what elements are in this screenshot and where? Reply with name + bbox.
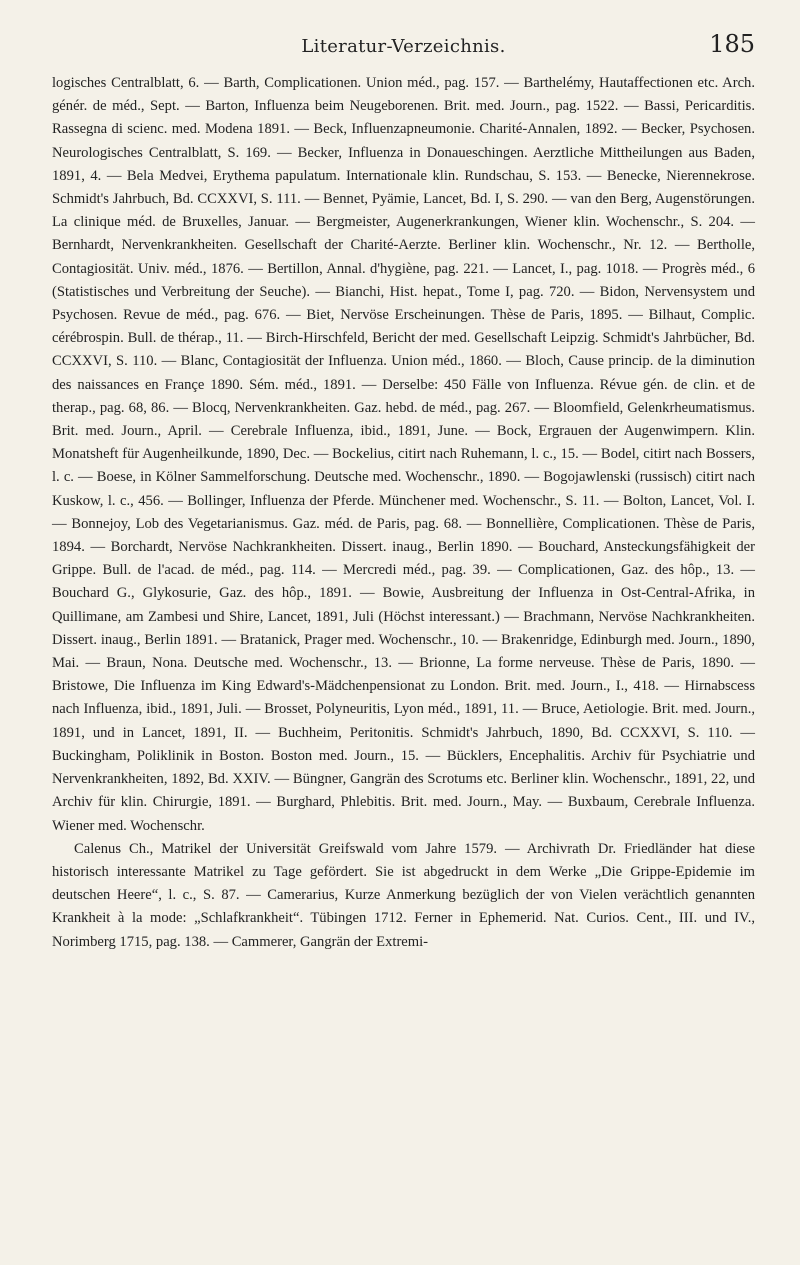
page-number: 185 — [709, 30, 755, 58]
bibliography-paragraph-b: logisches Centralblatt, 6. — Barth, Complicationen. Union méd., pag. 157. — Barthelémy, Hautaffectionen etc. Arch. génér. de méd., Sept. — Barton, Influenza beim Neugeborenen. Brit. med. Journ., pag. 1522. — Bassi, Pericarditis. Rassegna di scienc. med. Modena 1891. — Beck, Influenzapneumonie. Charité-Annalen, 1892. — Becker, Psychosen. Neurologisches Centralblatt, S. 169. — Becker, Influenza in Donaueschingen. Aerztliche Mittheilungen aus Baden, 1891, 4. — Bela Medvei, Erythema papulatum. Internationale klin. Rundschau, S. 153. — Benecke, Nierennekrose. Schmidt's Jahrbuch, Bd. CCXXVI, S. 111. — Bennet, Pyämie, Lancet, Bd. I, S. 290. — van den Berg, Augenstörungen. La clinique méd. de Bruxelles, Januar. — Bergmeister, Augenerkrankungen, Wiener klin. Wochenschr., S. 204. — Bernhardt, Nervenkrankheiten. Gesellschaft der Charité-Aerzte. Berliner klin. Wochenschr., Nr. 12. — Bertholle, Contagiosität. Univ. méd., 1876. — Bertillon, Annal. d'hygiène, pag. 221. — Lancet, I., pag. 1018. — Progrès méd., 6 (Statistisches und Verbreitung der Seuche). — Bianchi, Hist. hepat., Tome I, pag. 720. — Bidon, Nervensystem und Psychosen. Revue de méd., pag. 676. — Biet, Nervöse Erscheinungen. Thèse de Paris, 1895. — Bilhaut, Complic. cérébrospin. Bull. de thérap., 11. — Birch-Hirschfeld, Bericht der med. Gesellschaft Leipzig. Schmidt's Jahrbücher, Bd. CCXXVI, S. 110. — Blanc, Contagiosität der Influenza. Union méd., 1860. — Bloch, Cause princip. de la diminution des naissances en Françe 1890. Sém. méd., 1891. — Derselbe: 450 Fälle von Influenza. Révue gén. de clin. et de therap., pag. 68, 86. — Blocq, Nervenkrankheiten. Gaz. hebd. de méd., pag. 267. — Bloomfield, Gelenkrheumatismus. Brit. med. Journ., April. — Cerebrale Influenza, ibid., 1891, June. — Bock, Ergrauen der Augenwimpern. Klin. Monatsheft für Augenheilkunde, 1890, Dec. — Bockelius, citirt nach Ruhemann, l. c., 15. — Bodel, citirt nach Bossers, l. c. — Boese, in Kölner Sammelforschung. Deutsche med. Wochenschr., 1890. — Bogojawlenski (russisch) citirt nach Kuskow, l. c., 456. — Bollinger, Influenza der Pferde. Münchener med. Wochenschr., S. 11. — Bolton, Lancet, Vol. I. — Bonnejoy, Lob des Vegetarianismus. Gaz. méd. de Paris, pag. 68. — Bonnellière, Complicationen. Thèse de Paris, 1894. — Borchardt, Nervöse Nachkrankheiten. Dissert. inaug., Berlin 1890. — Bouchard, Ansteckungsfähigkeit der Grippe. Bull. de l'acad. de méd., pag. 114. — Mercredi méd., pag. 39. — Complicationen, Gaz. des hôp., 13. — Bouchard G., Glykosurie, Gaz. des hôp., 1891. — Bowie, Ausbreitung der Influenza in Ost-Central-Afrika, in Quillimane, am Zambesi und Shire, Lancet, 1891, Juli (Höchst interessant.) — Brachmann, Nervöse Nachkrankheiten. Dissert. inaug., Berlin 1891. — Bratanick, Prager med. Wochenschr., 10. — Brakenridge, Edinburgh med. Journ., 1890, Mai. — Braun, Nona. Deutsche med. Wochenschr., 13. — Brionne, La forme nerveuse. Thèse de Paris, 1890. — Bristowe, Die Influenza im King Edward's-Mädchenpensionat zu London. Brit. med. Journ., I., 418. — Hirnabscess nach Influenza, ibid., 1891, Juli. — Brosset, Polyneuritis, Lyon méd., 1891, 11. — Bruce, Aetiologie. Brit. med. Journ., 1891, und in Lancet, 1891, II. — Buchheim, Peritonitis. Schmidt's Jahrbuch, 1890, Bd. CCXXVI, S. 110. — Buckingham, Poliklinik in Boston. Boston med. Journ., 15. — Bücklers, Encephalitis. Archiv für Psychiatrie und Nervenkrankheiten, 1892, Bd. XXIV. — Büngner, Gangrän des Scrotums etc. Berliner klin. Wochenschr., 1891, 22, und Archiv für klin. Chirurgie, 1891. — Burghard, Phlebitis. Brit. med. Journ., May. — Buxbaum, Cerebrale Influenza. Wiener med. Wochenschr. — [52, 75, 755, 834]
bibliography-paragraph-c: Calenus Ch., Matrikel der Universität Greifswald vom Jahre 1579. — Archivrath Dr. Friedländer hat diese historisch interessante Matrikel zu Tage gefördert. Sie ist abgedruckt in dem Werke „Die Grippe-Epidemie im deutschen Heere“, l. c., S. 87. — Camerarius, Kurze Anmerkung bezüglich der von Vielen verächtlich genannten Krankheit à la mode: „Schlafkrankheit“. Tübingen 1712. Ferner in Ephemerid. Nat. Curios. Cent., III. und IV., Norimberg 1715, pag. 138. — Cammerer, Gangrän der Extremi- — [52, 840, 755, 950]
page-header — [52, 28, 755, 62]
bibliography-text — [52, 72, 755, 954]
running-title: Literatur-Verzeichnis. — [301, 36, 506, 57]
document-page — [52, 28, 755, 954]
